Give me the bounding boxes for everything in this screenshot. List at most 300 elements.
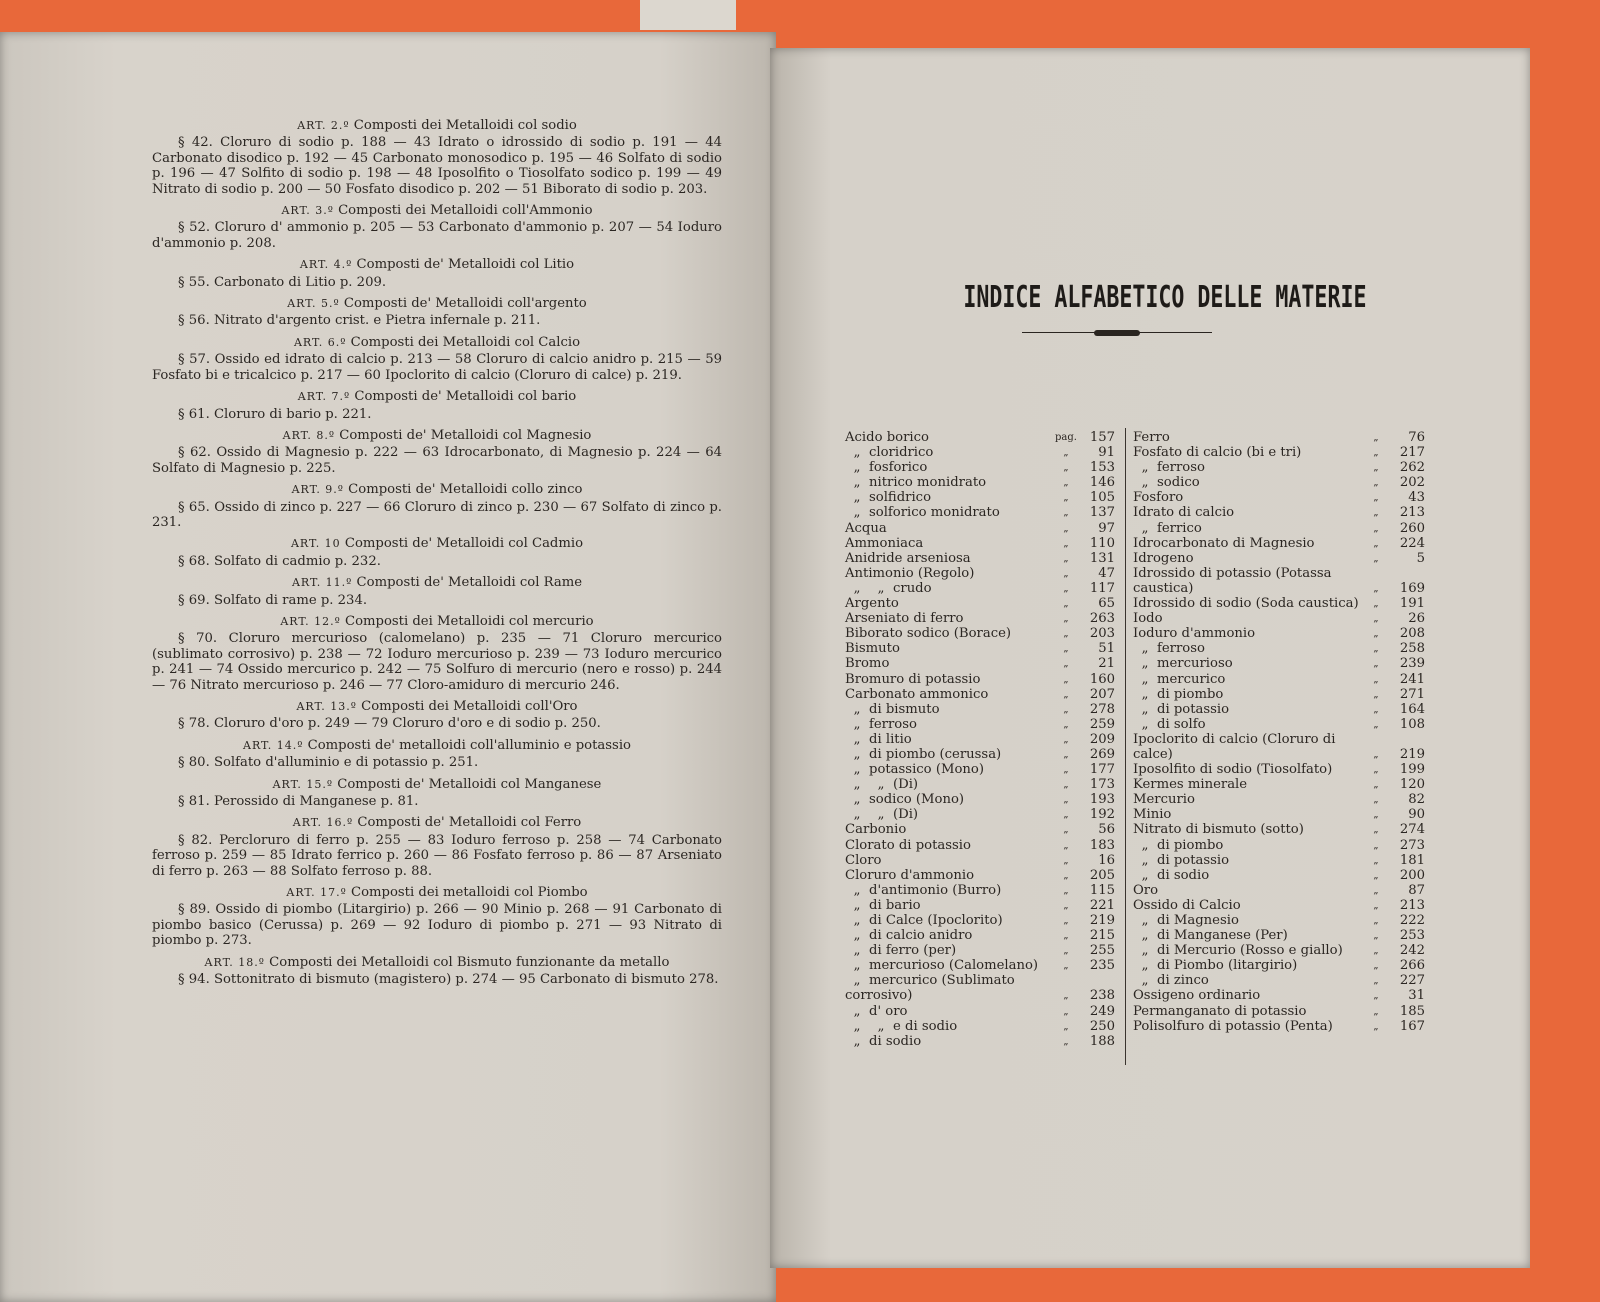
index-page-number: 177 [1089,762,1115,778]
index-pag-label: „ [1063,658,1069,670]
index-pag-label: „ [1063,794,1069,806]
ditto-mark: „ [853,460,861,476]
index-term-text: Bromuro di potassio [845,671,981,687]
index-term [1133,430,1361,445]
index-page-number: 239 [1399,656,1425,672]
index-page-number: 137 [1089,505,1115,521]
index-entry [1133,868,1425,883]
index-pag-label: „ [1063,824,1069,836]
index-term [845,822,1051,837]
index-page-number: 191 [1399,596,1425,612]
index-entry [1133,702,1425,717]
index-pag-label: „ [1063,733,1069,745]
article-title: Composti de' Metalloidi col Cadmio [340,536,584,552]
index-term-text: (Di) [893,807,919,823]
index-column-right [1133,430,1425,1034]
ditto-mark: „ [1141,460,1149,476]
index-term-text: Iposolfito di sodio (Tiosolfato) [1133,762,1333,778]
index-pag-label: „ [1063,447,1069,459]
index-page-number: 90 [1408,807,1425,823]
index-entry [1133,656,1425,671]
ditto-mark: „ [853,1033,861,1049]
index-entry [1133,913,1425,928]
index-entry [845,460,1115,475]
article-section-text: § 80. Solfato d'alluminio e di potassio p. 251. [178,755,479,771]
index-term-text: sodico (Mono) [869,792,965,808]
index-page-number: 76 [1408,430,1425,445]
article-heading [152,296,722,311]
index-term [1133,521,1361,536]
index-entry [845,777,1115,792]
index-pag-label: „ [1063,703,1069,715]
ditto-mark: „ [853,1018,861,1034]
index-term [1133,505,1361,520]
index-term-text: Ipoclorito di calcio (Cloruro di calce) [1133,731,1336,762]
index-page-number: 278 [1089,701,1115,717]
index-entry [845,536,1115,551]
index-entry [1133,898,1425,913]
index-term [845,536,1051,551]
index-term-text: Clorato di potassio [845,837,971,853]
index-page-number: 167 [1399,1018,1425,1034]
index-entry [845,626,1115,641]
index-page-number: 181 [1399,852,1425,868]
index-entry [845,958,1115,973]
ditto-mark: „ [853,1003,861,1019]
index-entry [1133,445,1425,460]
index-entry [845,807,1115,822]
article-number: ART. 2.º [297,119,350,132]
index-page-number: 160 [1089,671,1115,687]
index-term-text: Kermes minerale [1133,777,1248,793]
ditto-mark: „ [853,913,861,928]
index-term-text: mercurico [1157,671,1226,687]
index-entry [1133,641,1425,656]
index-entry [845,551,1115,566]
index-page-number: 193 [1089,792,1115,808]
index-term [845,792,1051,807]
index-term-text: di sodio [1157,867,1210,883]
index-term-text: Permanganato di potassio [1133,1003,1307,1019]
index-term-text: ferroso [869,716,917,732]
ditto-mark: „ [877,807,885,823]
index-entry [1133,973,1425,988]
index-pag-label: „ [1063,688,1069,700]
index-term-text: Nitrato di bismuto (sotto) [1133,822,1304,838]
index-term-text: di sodio [869,1033,922,1049]
index-entry [1133,762,1425,777]
index-term [1133,460,1361,475]
index-term [1133,988,1361,1003]
article-heading [152,335,722,350]
index-term-text: di potassio [1157,852,1230,868]
article-number: ART. 12.º [280,614,341,628]
index-page-number: 120 [1399,777,1425,793]
index-term [845,883,1051,898]
index-term [845,958,1051,973]
article-heading [152,118,722,133]
index-page-number: 82 [1408,792,1425,808]
index-pag-label: „ [1373,915,1379,926]
article-heading [152,482,722,497]
index-pag-label: „ [1063,507,1069,519]
index-term-text: di piombo (cerussa) [869,746,1002,762]
index-term [1133,807,1361,822]
index-entry [845,656,1115,671]
index-term-text: potassico (Mono) [869,762,984,778]
index-page-number: 260 [1399,520,1425,536]
index-page-number: 56 [1098,822,1115,838]
index-page-number: 208 [1399,626,1425,642]
article-title: Composti de' Metalloidi col Manganese [333,776,602,792]
index-term-text: Idrossido di sodio (Soda caustica) [1133,596,1359,612]
ditto-mark: „ [1141,475,1149,491]
index-pag-label: „ [1373,628,1379,640]
ditto-mark: „ [853,731,861,747]
index-term-text: mercurico (Sublimato corrosivo) [845,973,1015,1004]
article-title: Composti dei Metalloidi col mercurio [340,613,594,629]
article-heading [152,885,722,900]
index-entry [845,822,1115,837]
index-page-number: 31 [1408,988,1425,1004]
article-heading [152,428,722,443]
article-heading [152,699,722,714]
index-page-number: 215 [1089,928,1115,944]
index-page-number: 110 [1089,535,1115,551]
index-pag-label: „ [1063,779,1069,791]
index-pag-label: „ [1373,748,1379,760]
index-entry [845,672,1115,687]
index-entry [1133,928,1425,943]
article-heading [152,203,722,218]
index-entry [845,505,1115,520]
index-pag-label: „ [1063,582,1069,594]
index-pag-label: „ [1063,718,1069,730]
index-pag-label: „ [1373,507,1379,519]
index-term [845,868,1051,883]
index-term-text: d'antimonio (Burro) [869,882,1002,898]
index-term [1133,626,1361,641]
index-term-text: di solfo [1157,716,1206,732]
index-term-text: ferroso [1157,460,1205,476]
article-number: ART. 6.º [293,335,347,349]
index-term [845,762,1051,777]
index-term-text: Carbonato ammonico [845,686,989,702]
ditto-mark: „ [853,505,861,521]
index-pag-label: „ [1063,598,1069,610]
index-term [845,1034,1051,1049]
index-page-number: 21 [1098,656,1115,672]
index-pag-label: „ [1373,824,1379,836]
index-term [845,838,1051,853]
ornament-icon [1094,330,1140,336]
article-title: Composti dei Metalloidi col Bismuto funzionante da metallo [264,954,670,970]
index-entry [845,702,1115,717]
ditto-mark: „ [853,897,861,913]
index-term-text: Anidride arseniosa [845,550,971,566]
index-entry [845,853,1115,868]
index-term [845,475,1051,490]
index-term-text: Iodo [1133,611,1163,627]
index-term [845,656,1051,671]
index-term-text: Ferro [1133,430,1170,445]
article-heading [152,536,722,551]
index-term-text: Cloro [845,852,882,868]
index-term-text: Argento [845,596,899,612]
ditto-mark: „ [1141,686,1149,702]
index-pag-label: „ [1373,447,1379,459]
index-entry [845,913,1115,928]
index-entry [845,475,1115,490]
index-entry [1133,536,1425,551]
ditto-mark: „ [1141,837,1149,853]
index-page-number: 146 [1089,475,1115,491]
index-pag-label: „ [1373,960,1379,972]
index-page-number: 183 [1089,837,1115,853]
article-section-text: § 68. Solfato di cadmio p. 232. [178,553,381,569]
index-entry [1133,883,1425,898]
index-page-number: 213 [1399,897,1425,913]
article-number: ART. 16.º [292,816,354,830]
article-title: Composti de' Metalloidi col bario [350,389,577,405]
index-page-number: 253 [1399,928,1425,944]
index-term [845,551,1051,566]
index-pag-label: „ [1373,703,1379,715]
index-pag-label: „ [1063,854,1069,866]
ditto-mark: „ [853,746,861,762]
index-term [1133,898,1361,913]
index-pag-label: „ [1373,839,1379,851]
index-term [1133,445,1361,460]
index-term-text: nitrico monidrato [869,475,987,491]
index-pag-label: „ [1063,492,1069,504]
index-pag-label: „ [1373,477,1379,489]
article-number: ART. 3.º [281,204,334,218]
ditto-mark: „ [1141,671,1149,687]
index-term-text: Ossigeno ordinario [1133,988,1261,1004]
index-term-text: fosforico [869,460,928,476]
index-page-number: 219 [1399,746,1425,762]
index-entry [1133,943,1425,958]
index-entry [845,430,1115,445]
article-title: Composti dei Metalloidi coll'Ammonio [333,203,593,219]
index-pag-label: „ [1373,552,1379,564]
ditto-mark: „ [853,762,861,778]
index-entry [845,521,1115,536]
index-term [1133,1004,1361,1019]
index-entry [845,581,1115,596]
index-page-number: 227 [1399,973,1425,989]
ditto-mark: „ [853,882,861,898]
index-page-number: 51 [1098,641,1115,657]
index-entry [1133,505,1425,520]
index-term [845,913,1051,928]
index-entry [845,687,1115,702]
article-number: ART. 11.º [291,576,353,590]
index-entry [845,838,1115,853]
index-entry [845,868,1115,883]
article-section-text: § 89. Ossido di piombo (Litargirio) p. 266 — 90 Minio p. 268 — 91 Carbonato di piombo basico (Cerussa) p. 269 — 92 Ioduro di piombo p. 271 — 93 Nitrato di piombo p. 273. [152,902,722,949]
index-pag-label: „ [1373,794,1379,806]
index-entry [845,732,1115,747]
index-pag-label: „ [1063,1035,1069,1047]
index-pag-label: „ [1063,748,1069,760]
index-term [845,566,1051,581]
index-page-number: 249 [1089,1003,1115,1019]
index-entry [1133,626,1425,641]
index-term [1133,853,1361,868]
index-page-number: 221 [1089,897,1115,913]
index-term-text: di Magnesio [1157,913,1239,928]
index-page-number: 241 [1399,671,1425,687]
index-page-number: 185 [1399,1003,1425,1019]
article-heading [152,257,722,272]
article-title: Composti dei metalloidi col Piombo [346,885,588,901]
index-entry [1133,807,1425,822]
article-number: ART. 4.º [299,258,353,272]
ditto-mark: „ [853,928,861,944]
index-pag-label: pag. [1055,432,1077,443]
index-term [845,943,1051,958]
index-term-text: Bismuto [845,641,900,657]
index-term [845,807,1051,822]
index-entry [1133,1004,1425,1019]
index-pag-label: „ [1063,915,1069,926]
ditto-mark: „ [853,580,861,596]
index-term-text: Cloruro d'ammonio [845,867,975,883]
index-pag-label: „ [1373,945,1379,957]
index-page-number: 16 [1098,852,1115,868]
index-page-number: 263 [1089,611,1115,627]
index-term [1133,717,1361,732]
article-section-text: § 69. Solfato di rame p. 234. [178,592,368,608]
article-section-text: § 65. Ossido di zinco p. 227 — 66 Cloruro di zinco p. 230 — 67 Solfato di zinco p. 231. [152,499,722,530]
index-entry [845,641,1115,656]
article-section-text: § 42. Cloruro di sodio p. 188 — 43 Idrato o idrossido di sodio p. 191 — 44 Carbonato disodico p. 192 — 45 Carbonato monosodico p. 195 — 46 Solfato di sodio p. 196 — 47 Solfito di sodio p. 198 — 48 Iposolfito o Tiosolfato sodico p. 199 — 49 Nitrato di sodio p. 200 — 50 Fosfato disodico p. 202 — 51 Biborato di sodio p. 203. [152,135,722,197]
article-section-text: § 57. Ossido ed idrato di calcio p. 213 — 58 Cloruro di calcio anidro p. 215 — 59 Fosfato bi e tricalcico p. 217 — 60 Ipoclorito di calcio (Cloruro di calce) p. 219. [152,352,722,383]
index-entry [1133,988,1425,1003]
ditto-mark: „ [853,777,861,793]
index-title: INDICE ALFABETICO DELLE MATERIE [963,280,1367,315]
ditto-mark: „ [853,445,861,461]
index-term-text: di Mercurio (Rosso e giallo) [1157,943,1343,959]
index-entry [1133,822,1425,837]
index-page-number: 91 [1098,445,1115,461]
index-entry [845,928,1115,943]
index-term-text: cloridrico [869,445,934,461]
ditto-mark: „ [1141,913,1149,928]
index-term [1133,475,1361,490]
index-term-text: Carbonio [845,822,907,838]
index-term-text: di zinco [1157,973,1209,989]
index-term-text: ferroso [1157,641,1205,657]
index-page-number: 242 [1399,943,1425,959]
index-term [1133,792,1361,807]
ditto-mark: „ [853,490,861,506]
ditto-mark: „ [1141,641,1149,657]
article-section-text: § 81. Perossido di Manganese p. 81. [178,794,419,810]
index-term-text: mercurioso (Calomelano) [869,958,1039,974]
article-title: Composti de' metalloidi coll'alluminio e potassio [303,737,631,753]
index-entry [845,490,1115,505]
index-term-text: di Piombo (litargirio) [1157,958,1298,974]
index-term-text: crudo [893,580,932,596]
index-entry [845,943,1115,958]
index-term [1133,687,1361,702]
article-heading [152,955,722,970]
article-section-text: § 52. Cloruro d' ammonio p. 205 — 53 Carbonato d'ammonio p. 207 — 54 Ioduro d'ammonio p. 208. [152,220,722,251]
article-heading [152,738,722,753]
index-page-number: 259 [1089,716,1115,732]
index-term [1133,762,1361,777]
index-term [1133,611,1361,626]
index-pag-label: „ [1373,688,1379,700]
index-term-text: di bario [869,897,921,913]
index-term [1133,596,1361,611]
article-heading [152,815,722,830]
index-term [845,460,1051,475]
index-entry [845,747,1115,762]
index-term-text: Oro [1133,882,1159,898]
index-entry [1133,732,1425,762]
index-term [1133,566,1361,596]
index-term [845,672,1051,687]
index-pag-label: „ [1373,779,1379,791]
index-term-text: Acqua [845,520,887,536]
article-section-text: § 70. Cloruro mercurioso (calomelano) p. 235 — 71 Cloruro mercurico (sublimato corrosivo) p. 238 — 72 Ioduro mercurioso p. 239 — 73 Ioduro mercurico p. 241 — 74 Ossido mercurico p. 242 — 75 Solfuro di mercurio (nero e rosso) p. 244 — 76 Nitrato mercurioso p. 246 — 77 Cloro-amiduro di mercurio 246. [152,631,722,693]
index-term [845,445,1051,460]
ditto-mark: „ [1141,520,1149,536]
index-term [1133,943,1361,958]
index-term [1133,672,1361,687]
index-entry [845,717,1115,732]
index-term-text: Bromo [845,656,890,672]
index-term [845,521,1051,536]
index-page-number: 192 [1089,807,1115,823]
index-term [1133,868,1361,883]
index-term-text: di bismuto [869,701,940,717]
index-page-number: 157 [1089,430,1115,445]
index-term [845,626,1051,641]
index-page-number: 224 [1399,535,1425,551]
index-term-text: solforico monidrato [869,505,1000,521]
index-entry [845,1019,1115,1034]
ditto-mark: „ [853,807,861,823]
index-term [1133,656,1361,671]
index-term [1133,1019,1361,1034]
index-page-number: 164 [1399,701,1425,717]
index-term [845,732,1051,747]
index-term [845,717,1051,732]
index-entry [1133,672,1425,687]
index-page-number: 26 [1408,611,1425,627]
index-entry [1133,596,1425,611]
index-page-number: 169 [1399,580,1425,596]
index-pag-label: „ [1063,522,1069,534]
index-term-text: e di sodio [893,1018,958,1034]
index-page-number: 97 [1098,520,1115,536]
article-number: ART. 8.º [282,428,336,442]
index-entry [845,898,1115,913]
index-page-number: 250 [1089,1018,1115,1034]
ditto-mark: „ [1141,701,1149,717]
index-entry [1133,958,1425,973]
ditto-mark: „ [853,475,861,491]
index-entry [845,762,1115,777]
index-term-text: ferrico [1157,520,1202,536]
index-term-text: Minio [1133,807,1172,823]
index-page-number: 235 [1089,958,1115,974]
